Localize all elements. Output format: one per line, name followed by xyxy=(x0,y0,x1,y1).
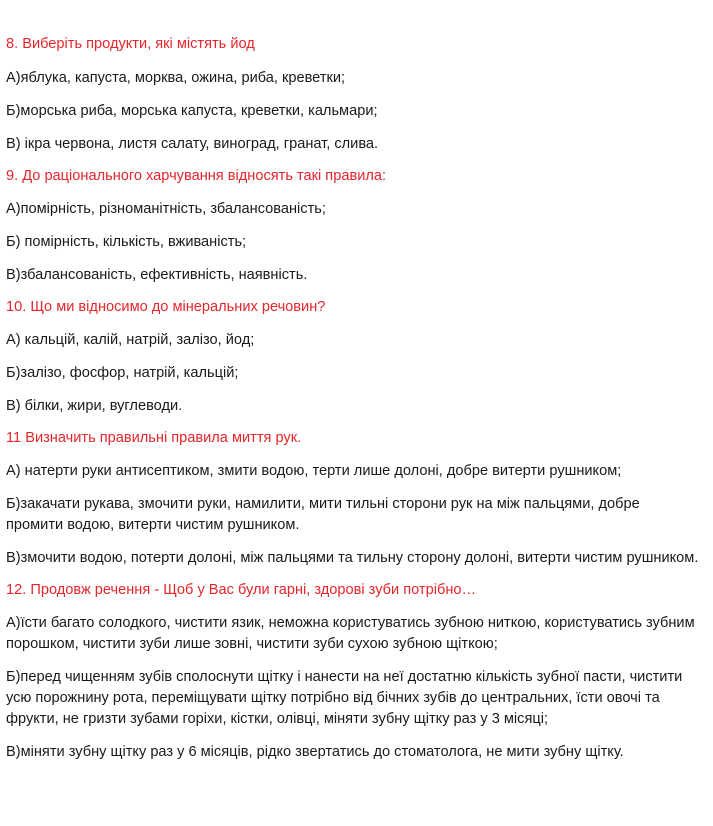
question-12-option-b: Б)перед чищенням зубів сполоснути щітку і нанести на неї достатню кількість зубної пасти, чистити усю порожнину рота, переміщувати щітку потрібно від бічних зубів до центральних, їсти овочі та фрукти, не гризти зубами горіхи, кістки, олівці, міняти зубну щітку раз у 3 місяці; xyxy=(6,669,683,727)
question-11-option-c: В)змочити водою, потерти долоні, між пальцями та тильну сторону долоні, витерти чистим рушником. xyxy=(6,550,699,566)
question-10-option-b: Б)залізо, фосфор, натрій, кальцій; xyxy=(6,365,239,381)
question-10-option-c: В) білки, жири, вуглеводи. xyxy=(6,398,183,414)
question-11-option-a: А) натерти руки антисептиком, змити водою, терти лише долоні, добре витерти рушником; xyxy=(6,463,622,479)
question-11-title: 11 Визначить правильні правила миття рук. xyxy=(6,430,302,446)
question-8-option-c: В) ікра червона, листя салату, виноград, гранат, слива. xyxy=(6,136,379,152)
question-9-option-b: Б) помірність, кількість, вживаність; xyxy=(6,234,247,250)
question-12-option-c: В)міняти зубну щітку раз у 6 місяців, рідко звертатись до стоматолога, не мити зубну щітку. xyxy=(6,744,624,760)
question-12-option-a: А)їсти багато солодкого, чистити язик, неможна користуватись зубною ниткою, користуватись зубним порошком, чистити зуби лише зовні, чистити зуби сухою зубною щіткою; xyxy=(6,615,695,652)
question-8-title: 8. Виберіть продукти, які містять йод xyxy=(6,36,255,52)
question-9-title: 9. До раціонального харчування відносять такі правила: xyxy=(6,168,387,184)
question-11-option-b: Б)закачати рукава, змочити руки, намилити, мити тильні сторони рук на між пальцями, добре промити водою, витерти чистим рушником. xyxy=(6,496,640,533)
question-10-title: 10. Що ми відносимо до мінеральних речовин? xyxy=(6,299,326,315)
question-10-option-a: А) кальцій, калій, натрій, залізо, йод; xyxy=(6,332,255,348)
question-12-title: 12. Продовж речення - Щоб у Вас були гарні, здорові зуби потрібно… xyxy=(6,582,477,598)
question-8-option-b: Б)морська риба, морська капуста, креветки, кальмари; xyxy=(6,103,378,119)
question-9-option-c: В)збалансованість, ефективність, наявність. xyxy=(6,267,308,283)
question-9-option-a: А)помірність, різноманітність, збалансованість; xyxy=(6,201,326,217)
question-8-option-a: А)яблука, капуста, морква, ожина, риба, креветки; xyxy=(6,70,346,86)
